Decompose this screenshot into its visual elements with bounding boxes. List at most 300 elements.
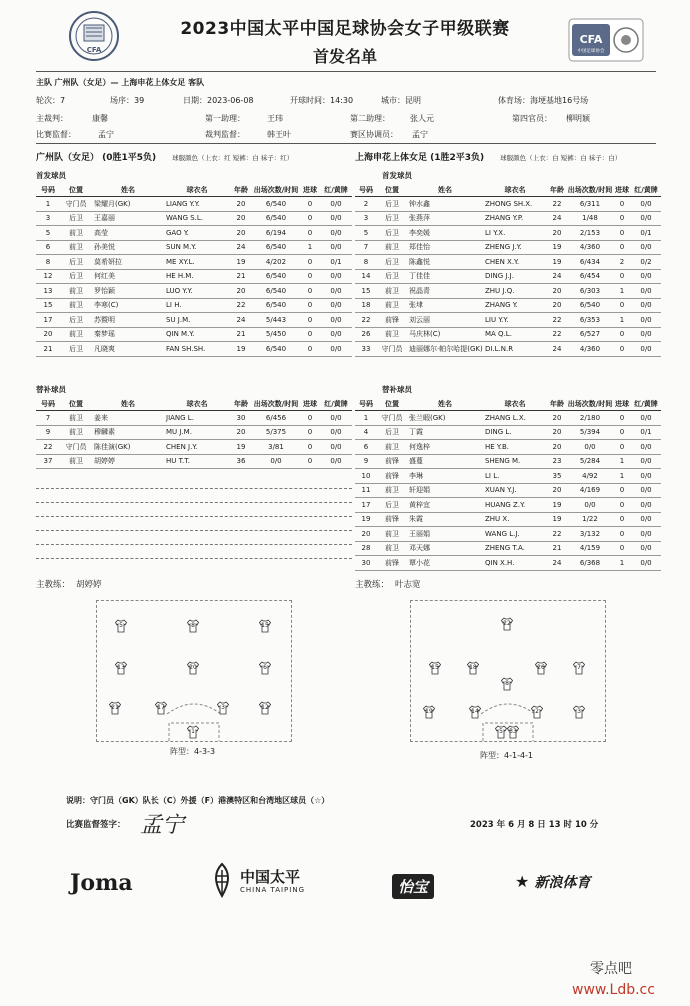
table-row xyxy=(355,313,661,328)
column-header-position: 位置 xyxy=(377,183,407,197)
player-number: 20 xyxy=(189,664,197,671)
column-header-position: 位置 xyxy=(60,183,92,197)
cell-goals: 0 xyxy=(300,440,320,455)
page-title: 2023中国太平中国足球协会女子甲级联赛 xyxy=(180,19,510,39)
cell-number: 3 xyxy=(355,211,377,226)
table-row xyxy=(36,226,352,241)
ref-supervisor-info: 裁判监督： 韩王叶 xyxy=(205,130,291,139)
cell-number: 15 xyxy=(36,298,60,313)
cell-number: 2 xyxy=(355,197,377,212)
table-row xyxy=(355,469,661,484)
player-number: 5 xyxy=(119,622,123,629)
cell-name: 孙美悦 xyxy=(92,240,164,255)
player-shirt-icon xyxy=(259,661,271,675)
taiping-logo-icon xyxy=(208,862,236,902)
cell-age: 24 xyxy=(547,342,567,357)
cell-number: 9 xyxy=(36,425,60,440)
cell-name: 黄梓宜 xyxy=(407,498,483,513)
cell-name: 盛蔓 xyxy=(407,454,483,469)
table-row xyxy=(36,454,352,469)
cell-goals: 0 xyxy=(613,498,631,513)
cell-goals: 0 xyxy=(613,342,631,357)
cell-cards: 0/0 xyxy=(631,440,661,455)
cell-cards: 0/1 xyxy=(320,255,352,270)
table-row xyxy=(355,226,661,241)
cell-goals: 0 xyxy=(613,269,631,284)
table-row xyxy=(36,284,352,299)
home-subs-title: 替补球员 xyxy=(36,385,66,394)
player-number: 6 xyxy=(263,664,267,671)
cell-shirt-name: WANG L.J. xyxy=(483,527,547,542)
cell-name: 轩迎娟 xyxy=(407,483,483,498)
cell-shirt-name: DING J.J. xyxy=(483,269,547,284)
cell-apps: 5/450 xyxy=(252,327,300,342)
player-number: 7 xyxy=(577,664,581,671)
cell-number: 13 xyxy=(36,284,60,299)
table-row xyxy=(355,512,661,527)
cell-apps: 5/284 xyxy=(567,454,613,469)
cell-position: 前锋 xyxy=(377,469,407,484)
cell-number: 22 xyxy=(355,313,377,328)
cell-apps: 1/22 xyxy=(567,512,613,527)
player-shirt-icon xyxy=(469,705,481,719)
cell-position: 后卫 xyxy=(60,269,92,284)
column-header-goals: 进球 xyxy=(300,397,320,411)
player-number: 17 xyxy=(157,704,165,711)
player-shirt-icon xyxy=(495,725,507,739)
cell-shirt-name: ZHANG Y. xyxy=(483,298,547,313)
cell-goals: 2 xyxy=(613,255,631,270)
cell-cards: 0/0 xyxy=(320,197,352,212)
cell-age: 19 xyxy=(230,342,252,357)
cell-number: 17 xyxy=(355,498,377,513)
table-row xyxy=(36,425,352,440)
table-row xyxy=(355,342,661,357)
player-number: 2 xyxy=(535,708,539,715)
cell-number: 5 xyxy=(36,226,60,241)
cell-name: 祝晶青 xyxy=(407,284,483,299)
cell-apps: 6/540 xyxy=(567,298,613,313)
home-formation-label: 阵型：4-3-3 xyxy=(170,747,216,756)
cell-name: 高莹 xyxy=(92,226,164,241)
cell-name: 刘云丽 xyxy=(407,313,483,328)
cell-cards: 0/0 xyxy=(631,240,661,255)
cell-goals: 0 xyxy=(613,211,631,226)
player-shirt-icon xyxy=(501,677,513,691)
cell-shirt-name: LI H. xyxy=(164,298,230,313)
cell-apps: 4/360 xyxy=(567,240,613,255)
cell-goals: 1 xyxy=(613,454,631,469)
venue-info: 体育场：海埂基地16号场 xyxy=(498,96,589,105)
column-header-name: 姓名 xyxy=(92,183,164,197)
column-header-position: 位置 xyxy=(60,397,92,411)
cell-name: 梁耀月(GK) xyxy=(92,197,164,212)
column-header-age: 年龄 xyxy=(547,183,567,197)
cell-age: 20 xyxy=(230,211,252,226)
cell-shirt-name: MA Q.L. xyxy=(483,327,547,342)
cell-shirt-name: LUO Y.Y. xyxy=(164,284,230,299)
cell-shirt-name: ZHENG J.Y. xyxy=(483,240,547,255)
cell-number: 1 xyxy=(36,197,60,212)
cell-goals: 1 xyxy=(613,313,631,328)
player-number: 19 xyxy=(425,708,433,715)
cell-age: 20 xyxy=(547,411,567,426)
cell-age: 36 xyxy=(230,454,252,469)
coordinator-info: 赛区协调员： 孟宁 xyxy=(350,130,428,139)
cell-age: 24 xyxy=(230,313,252,328)
player-number: 18 xyxy=(469,664,477,671)
cell-number: 8 xyxy=(36,255,60,270)
cell-position: 前卫 xyxy=(60,226,92,241)
player-shirt-icon xyxy=(507,725,519,739)
cell-apps: 6/456 xyxy=(252,411,300,426)
cell-shirt-name: ZHU X. xyxy=(483,512,547,527)
table-header-row xyxy=(36,183,352,197)
column-header-cards: 红/黄牌 xyxy=(320,183,352,197)
table-row xyxy=(36,211,352,226)
cell-cards: 0/0 xyxy=(320,284,352,299)
cell-number: 33 xyxy=(355,342,377,357)
player-shirt-icon xyxy=(109,701,121,715)
cell-number: 9 xyxy=(355,454,377,469)
cell-age: 22 xyxy=(547,197,567,212)
cell-cards: 0/0 xyxy=(631,527,661,542)
player-shirt-icon xyxy=(573,705,585,719)
kickoff-info: 开球时间：14:30 xyxy=(290,96,354,105)
cell-position: 前锋 xyxy=(377,556,407,571)
cell-cards: 0/0 xyxy=(631,197,661,212)
cell-cards: 0/0 xyxy=(320,425,352,440)
cell-age: 19 xyxy=(230,255,252,270)
home-coach: 主教练： 胡婷婷 xyxy=(36,580,102,590)
cell-cards: 0/0 xyxy=(631,483,661,498)
cell-age: 24 xyxy=(230,240,252,255)
away-formation-label: 阵型：4-1-4-1 xyxy=(480,751,534,760)
cell-apps: 5/375 xyxy=(252,425,300,440)
cell-goals: 0 xyxy=(300,425,320,440)
cell-apps: 2/180 xyxy=(567,411,613,426)
cell-position: 前卫 xyxy=(60,240,92,255)
cell-position: 前卫 xyxy=(377,527,407,542)
cell-position: 前卫 xyxy=(377,483,407,498)
table-row xyxy=(36,255,352,270)
cell-position: 前卫 xyxy=(377,298,407,313)
cell-age: 19 xyxy=(547,512,567,527)
home-team-line: 广州队（女足） (0胜1平5负) 球服颜色（上衣：红 短裤：白 袜子：红） xyxy=(36,153,294,163)
column-header-apps: 出场次数/时间 xyxy=(567,183,613,197)
cell-age: 20 xyxy=(547,298,567,313)
cell-shirt-name: ZHU J.Q. xyxy=(483,284,547,299)
cell-cards: 0/0 xyxy=(631,498,661,513)
cell-position: 前卫 xyxy=(377,440,407,455)
cell-apps: 4/202 xyxy=(252,255,300,270)
cell-age: 21 xyxy=(547,541,567,556)
cell-age: 21 xyxy=(230,269,252,284)
cell-position: 后卫 xyxy=(60,342,92,357)
cell-position: 前卫 xyxy=(377,327,407,342)
away-formation-pitch xyxy=(410,600,606,742)
player-shirt-icon xyxy=(259,619,271,633)
player-shirt-icon xyxy=(535,661,547,675)
cell-name: 穆麟素 xyxy=(92,425,164,440)
cell-age: 20 xyxy=(547,425,567,440)
column-header-shirt-name: 球衣名 xyxy=(483,183,547,197)
cell-age: 20 xyxy=(230,425,252,440)
cell-goals: 0 xyxy=(613,411,631,426)
position-legend: 说明：守门员（GK）队长（C）外援（F）港澳特区和台湾地区球员（☆） xyxy=(66,796,330,805)
home-subs-table xyxy=(36,397,352,469)
column-header-number: 号码 xyxy=(36,397,60,411)
cell-number: 28 xyxy=(355,541,377,556)
table-row xyxy=(355,411,661,426)
cell-goals: 0 xyxy=(613,327,631,342)
cell-goals: 0 xyxy=(300,298,320,313)
cell-cards: 0/1 xyxy=(631,226,661,241)
player-number: 22 xyxy=(503,620,511,627)
cell-position: 守门员 xyxy=(60,440,92,455)
cell-name: 罗怡颖 xyxy=(92,284,164,299)
ar1-info: 第一助理： 王玮 xyxy=(205,114,283,123)
table-row xyxy=(355,284,661,299)
cell-shirt-name: JIANG L. xyxy=(164,411,230,426)
cell-name: 邓天娜 xyxy=(407,541,483,556)
cell-position: 后卫 xyxy=(377,498,407,513)
cell-age: 35 xyxy=(547,469,567,484)
table-row xyxy=(36,240,352,255)
cell-apps: 6/368 xyxy=(567,556,613,571)
cell-position: 前卫 xyxy=(60,327,92,342)
cell-shirt-name: HE H.M. xyxy=(164,269,230,284)
cell-position: 前卫 xyxy=(60,425,92,440)
cell-position: 后卫 xyxy=(377,226,407,241)
cell-name: 胡婷婷 xyxy=(92,454,164,469)
table-row xyxy=(36,440,352,455)
cell-cards: 0/0 xyxy=(631,269,661,284)
cell-cards: 0/0 xyxy=(320,226,352,241)
cell-age: 24 xyxy=(547,556,567,571)
column-header-goals: 进球 xyxy=(613,183,631,197)
cell-name: 王丽娟 xyxy=(407,527,483,542)
cell-cards: 0/0 xyxy=(631,211,661,226)
cell-cards: 0/0 xyxy=(320,440,352,455)
player-number: 12 xyxy=(261,704,269,711)
signing-time: 2023 年 6 月 8 日 13 时 10 分 xyxy=(470,820,599,830)
cell-name: 丁霞 xyxy=(407,425,483,440)
table-row xyxy=(355,541,661,556)
cell-goals: 0 xyxy=(300,327,320,342)
player-shirt-icon xyxy=(187,619,199,633)
cfa-logo-right xyxy=(568,18,644,62)
column-header-apps: 出场次数/时间 xyxy=(567,397,613,411)
cell-apps: 6/303 xyxy=(567,284,613,299)
cell-cards: 0/0 xyxy=(320,454,352,469)
cell-number: 18 xyxy=(355,298,377,313)
cell-position: 后卫 xyxy=(377,197,407,212)
cell-goals: 0 xyxy=(613,440,631,455)
away-starters-table xyxy=(355,183,661,357)
cell-age: 19 xyxy=(547,498,567,513)
cell-apps: 6/311 xyxy=(567,197,613,212)
svg-text:中国足球协会: 中国足球协会 xyxy=(577,49,605,54)
cell-age: 19 xyxy=(547,255,567,270)
column-header-age: 年龄 xyxy=(230,183,252,197)
cell-goals: 0 xyxy=(613,240,631,255)
player-shirt-icon xyxy=(187,725,199,739)
cell-position: 后卫 xyxy=(377,425,407,440)
cell-apps: 6/540 xyxy=(252,240,300,255)
column-header-shirt-name: 球衣名 xyxy=(164,397,230,411)
cell-position: 后卫 xyxy=(60,313,92,328)
cell-apps: 3/81 xyxy=(252,440,300,455)
fourth-official-info: 第四官员： 柳明颖 xyxy=(512,114,590,123)
cell-age: 23 xyxy=(547,454,567,469)
cell-position: 守门员 xyxy=(377,411,407,426)
player-shirt-icon xyxy=(501,617,513,631)
cell-name: 朱霞 xyxy=(407,512,483,527)
cell-shirt-name: QIN M.Y. xyxy=(164,327,230,342)
cell-shirt-name: ZHENG T.A. xyxy=(483,541,547,556)
cell-shirt-name: DING L. xyxy=(483,425,547,440)
table-row xyxy=(355,440,661,455)
player-number: 15 xyxy=(431,664,439,671)
cell-cards: 0/0 xyxy=(631,469,661,484)
column-header-name: 姓名 xyxy=(92,397,164,411)
cell-position: 后卫 xyxy=(377,269,407,284)
player-number: 8 xyxy=(505,680,509,687)
cell-goals: 0 xyxy=(300,454,320,469)
cell-cards: 0/0 xyxy=(631,342,661,357)
cell-apps: 0/0 xyxy=(252,454,300,469)
table-row xyxy=(355,211,661,226)
player-shirt-icon xyxy=(115,661,127,675)
cell-number: 10 xyxy=(355,469,377,484)
cell-number: 7 xyxy=(355,240,377,255)
cell-position: 前锋 xyxy=(377,454,407,469)
cell-goals: 0 xyxy=(613,226,631,241)
table-row xyxy=(36,197,352,212)
cfa-logo-icon xyxy=(568,18,644,62)
cell-shirt-name: ZHANG Y.P. xyxy=(483,211,547,226)
cell-age: 21 xyxy=(230,327,252,342)
cell-cards: 0/0 xyxy=(320,313,352,328)
away-starters-title: 首发球员 xyxy=(382,171,412,180)
column-header-goals: 进球 xyxy=(613,397,631,411)
cell-age: 19 xyxy=(547,240,567,255)
table-header-row xyxy=(355,397,661,411)
cell-name: 凡晓爽 xyxy=(92,342,164,357)
cell-name: 丁佳佳 xyxy=(407,269,483,284)
cell-position: 前卫 xyxy=(60,411,92,426)
cell-age: 19 xyxy=(230,440,252,455)
cell-number: 20 xyxy=(355,527,377,542)
cell-number: 7 xyxy=(36,411,60,426)
player-shirt-icon xyxy=(531,705,543,719)
player-shirt-icon xyxy=(573,661,585,675)
supervisor-signature: 孟宁 xyxy=(140,813,185,838)
round-info: 轮次：7 xyxy=(36,96,66,105)
watermark-url: www.Ldb.cc xyxy=(572,982,655,998)
cell-shirt-name: ME XY.L. xyxy=(164,255,230,270)
cell-apps: 0/0 xyxy=(567,440,613,455)
player-number: 5 xyxy=(499,728,503,735)
cell-cards: 0/0 xyxy=(631,284,661,299)
player-number: 13 xyxy=(117,664,125,671)
player-number: 3 xyxy=(221,704,225,711)
cell-shirt-name: HU T.T. xyxy=(164,454,230,469)
supervisor-info: 比赛监督： 孟宁 xyxy=(36,130,114,139)
cell-position: 前卫 xyxy=(377,284,407,299)
watermark-text: 零点吧 xyxy=(590,961,632,977)
cell-goals: 0 xyxy=(300,411,320,426)
cell-apps: 2/153 xyxy=(567,226,613,241)
table-row xyxy=(355,269,661,284)
cell-goals: 1 xyxy=(613,284,631,299)
cell-position: 后卫 xyxy=(60,211,92,226)
cell-cards: 0/0 xyxy=(320,327,352,342)
cell-position: 前卫 xyxy=(60,454,92,469)
cell-shirt-name: LIANG Y.Y. xyxy=(164,197,230,212)
player-number: 21 xyxy=(111,704,119,711)
table-row xyxy=(355,527,661,542)
cell-cards: 0/0 xyxy=(631,512,661,527)
table-row xyxy=(355,255,661,270)
cell-apps: 1/48 xyxy=(567,211,613,226)
cell-apps: 4/92 xyxy=(567,469,613,484)
cell-cards: 0/0 xyxy=(320,211,352,226)
cell-number: 15 xyxy=(355,284,377,299)
cell-position: 守门员 xyxy=(377,342,407,357)
table-row xyxy=(36,269,352,284)
cell-position: 前卫 xyxy=(60,298,92,313)
column-header-age: 年龄 xyxy=(547,397,567,411)
cell-name: 苏暨明 xyxy=(92,313,164,328)
cell-goals: 0 xyxy=(300,255,320,270)
table-row xyxy=(355,425,661,440)
cell-cards: 0/0 xyxy=(320,240,352,255)
table-row xyxy=(355,197,661,212)
cell-apps: 6/353 xyxy=(567,313,613,328)
table-row xyxy=(36,313,352,328)
cell-number: 17 xyxy=(36,313,60,328)
cell-name: 姜来 xyxy=(92,411,164,426)
cell-name: 张垏 xyxy=(407,298,483,313)
cell-cards: 0/0 xyxy=(631,556,661,571)
cell-age: 20 xyxy=(230,226,252,241)
cell-number: 8 xyxy=(355,255,377,270)
cell-name: 李寒(C) xyxy=(92,298,164,313)
cell-goals: 0 xyxy=(300,226,320,241)
cell-goals: 0 xyxy=(613,512,631,527)
cell-apps: 6/540 xyxy=(252,197,300,212)
cell-shirt-name: LI L. xyxy=(483,469,547,484)
cell-shirt-name: LI Y.X. xyxy=(483,226,547,241)
cell-goals: 0 xyxy=(300,342,320,357)
cell-cards: 0/0 xyxy=(631,541,661,556)
cell-apps: 4/169 xyxy=(567,483,613,498)
home-starters-table xyxy=(36,183,352,357)
player-shirt-icon xyxy=(259,701,271,715)
cell-name: 郑佳怡 xyxy=(407,240,483,255)
cell-goals: 0 xyxy=(613,527,631,542)
cell-shirt-name: CHEN J.Y. xyxy=(164,440,230,455)
cell-name: 覃小花 xyxy=(407,556,483,571)
cell-shirt-name: QIN X.H. xyxy=(483,556,547,571)
cell-number: 37 xyxy=(36,454,60,469)
column-header-cards: 红/黄牌 xyxy=(320,397,352,411)
cell-shirt-name: DI.L.N.R xyxy=(483,342,547,357)
player-shirt-icon xyxy=(155,701,167,715)
supervisor-signature-label: 比赛监督签字： xyxy=(66,820,126,830)
